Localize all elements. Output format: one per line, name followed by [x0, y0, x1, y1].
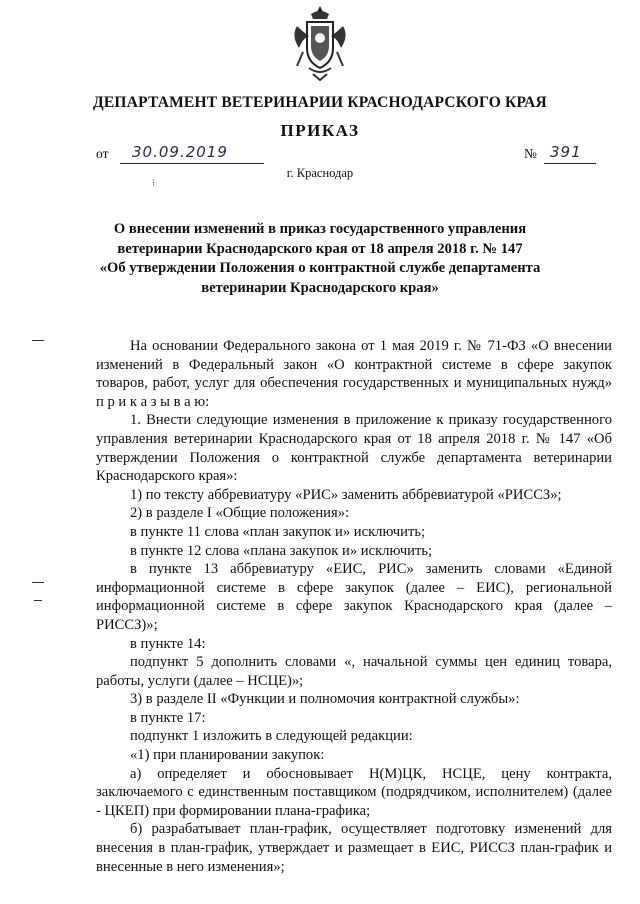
paragraph: 2) в разделе I «Общие положения»:	[130, 505, 350, 522]
paragraph: в пункте 12 слова «плана закупок и» исключить;	[130, 542, 433, 559]
document-body	[96, 337, 612, 876]
paragraph: в пункте 17:	[130, 709, 206, 726]
heading-line: ветеринарии Краснодарского края»	[201, 279, 439, 296]
margin-mark	[32, 582, 44, 583]
margin-mark	[32, 340, 44, 341]
department-name: ДЕПАРТАМЕНТ ВЕТЕРИНАРИИ КРАСНОДАРСКОГО КРАЯ	[93, 94, 547, 111]
paragraph: 1) по тексту аббревиатуру «РИС» заменить аббревиатурой «РИССЗ»;	[130, 486, 562, 503]
paragraph: в пункте 14:	[130, 635, 206, 652]
stray-mark: ⁝	[152, 178, 156, 189]
paragraph: в пункте 13 аббревиатуру «ЕИС, РИС» заменить словами «Единой информационной системе в сфере закупок (далее – ЕИС), региональной информационной системе в сфере закупок Краснодарского края (далее – РИССЗ)»;	[96, 561, 612, 633]
heading-line: «Об утверждении Положения о контрактной службе департамента	[99, 260, 541, 276]
paragraph: а) определяет и обосновывает Н(М)ЦК, НСЦЕ, цену контракта, заключаемого с единственным поставщиком (подрядчиком, исполнителем) (далее - ЦКЕП) при формировании плана-графика;	[96, 765, 612, 819]
document-heading	[70, 220, 570, 298]
paragraph: подпункт 1 изложить в следующей редакции:	[130, 728, 413, 745]
heading-line: О внесении изменений в приказ государственного управления	[113, 221, 527, 237]
number-prefix: №	[524, 146, 537, 161]
paragraph: в пункте 11 слова «план закупок и» исключить;	[130, 523, 426, 540]
date-prefix: от	[96, 146, 109, 161]
document-type: ПРИКАЗ	[280, 121, 360, 140]
paragraph: На основании Федерального закона от 1 мая 2019 г. № 71-ФЗ «О внесении изменений в Федеральный закон «О контрактной системе в сфере закупок товаров, работ, услуг для обеспечения государственных и муниципальных нужд» п р и к а з ы в а ю:	[96, 338, 612, 410]
paragraph: подпункт 5 дополнить словами «, начальной суммы цен единиц товара, работы, услуги (далее – НСЦЕ)»;	[96, 654, 612, 689]
paragraph: б) разрабатывает план-график, осуществляет подготовку изменений для внесения в план-график, утверждает и размещает в ЕИС, РИССЗ план-график и внесенные в него изменения»;	[96, 821, 612, 875]
date-underline	[120, 163, 264, 164]
handwritten-number: 391	[550, 143, 582, 161]
paragraph: «1) при планировании закупок:	[130, 747, 325, 764]
number-underline	[544, 163, 596, 164]
paragraph: 3) в разделе II «Функции и полномочия контрактной службы»:	[130, 691, 520, 708]
heading-line: ветеринарии Краснодарского края от 18 апреля 2018 г. № 147	[117, 240, 523, 257]
margin-mark	[34, 600, 42, 601]
coat-of-arms-emblem	[289, 4, 351, 82]
paragraph: 1. Внести следующие изменения в приложение к приказу государственного управления ветеринарии Краснодарского края от 18 апреля 2018 г. № 147 «Об утверждении Положения о контрактной службе департамента ветеринарии Краснодарского края»:	[96, 412, 612, 485]
handwritten-date: 30.09.2019	[132, 143, 228, 161]
city-line: г. Краснодар	[286, 166, 354, 180]
